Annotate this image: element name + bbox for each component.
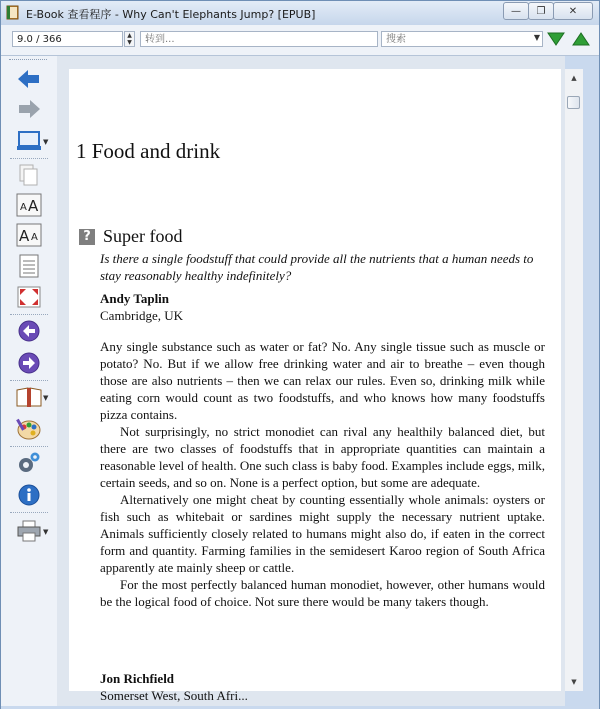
- author-location: Cambridge, UK: [100, 308, 184, 323]
- page-view-button[interactable]: [15, 253, 43, 279]
- close-button[interactable]: ✕: [553, 2, 593, 20]
- spin-up-icon[interactable]: ▲: [127, 32, 132, 39]
- copy-page-icon: [19, 164, 39, 186]
- font-decrease-icon: [16, 223, 42, 247]
- find-previous-icon[interactable]: [573, 33, 589, 45]
- fullscreen-icon: [17, 286, 41, 308]
- sidebar-separator: [10, 314, 48, 315]
- author-name: Andy Taplin: [100, 291, 170, 306]
- info-icon: [18, 484, 40, 506]
- section-title: Super food: [103, 226, 183, 246]
- sidebar-toolbar: [1, 56, 57, 706]
- previous-chapter-icon: [18, 320, 40, 342]
- sidebar-separator: [10, 158, 48, 159]
- info-button[interactable]: [15, 482, 43, 508]
- author-name: Jon Richfield: [100, 671, 175, 686]
- window-controls: [504, 2, 593, 20]
- print-icon: [17, 520, 41, 542]
- font-increase-button[interactable]: [15, 192, 43, 218]
- next-chapter-button[interactable]: [15, 350, 43, 376]
- svg-text:A: A: [19, 227, 30, 245]
- settings-button[interactable]: [15, 450, 43, 476]
- font-increase-icon: [16, 193, 42, 217]
- table-of-contents-icon: [16, 386, 42, 408]
- forward-arrow-icon: [18, 100, 40, 118]
- print-dropdown-icon[interactable]: ▼: [43, 528, 49, 536]
- search-input[interactable]: [382, 33, 542, 47]
- copy-page-button[interactable]: [15, 162, 43, 188]
- back-button[interactable]: [15, 66, 43, 92]
- spin-down-icon[interactable]: ▼: [127, 39, 132, 46]
- page-indicator-field[interactable]: 9.0 / 366: [12, 31, 123, 47]
- ebook-app-icon: [6, 5, 20, 20]
- author-location-cut-off: Somerset West, South Afri...: [100, 688, 248, 703]
- chapter-heading: 1 Food and drink: [76, 139, 221, 163]
- scroll-up-icon[interactable]: ▲: [571, 74, 577, 82]
- sidebar-separator: [10, 446, 48, 447]
- minimize-button[interactable]: —: [503, 2, 529, 20]
- toc-dropdown-icon[interactable]: ▼: [43, 394, 49, 402]
- paragraph: Any single substance such as water or fat? No. Any single tissue such as muscle or potato? No. But if we allow free drinking water and air to breathe – even though those are also nutrients – then we can relax our rules. Even so, drinking milk while eating corn would count as two foodstuffs, and who knows how many foodstuffs pizza contains.: [100, 339, 545, 422]
- page-layout-dropdown-icon[interactable]: ▼: [43, 138, 49, 146]
- next-chapter-icon: [18, 352, 40, 374]
- page-layout-button[interactable]: [15, 128, 43, 154]
- search-field[interactable]: [381, 31, 543, 47]
- book-page: [69, 69, 561, 703]
- scroll-down-icon[interactable]: ▼: [571, 678, 577, 686]
- top-toolbar: [1, 25, 599, 56]
- color-theme-icon: [16, 417, 42, 441]
- goto-input[interactable]: [141, 33, 373, 47]
- forward-button[interactable]: [15, 96, 43, 122]
- paragraph: Alternatively one might cheat by counting essentially whole animals: oysters or fish such as whitebait or sardines might supply the necessary nutrient uptake. Animals sufficiently closely related to humans might also do, if eaten in the correct form and quantity. Farming families in the semidesert Karoo region of South Africa apparently ate mainly sheep or cattle.: [100, 492, 545, 575]
- section-heading: [79, 226, 183, 247]
- page-spinner[interactable]: [124, 31, 135, 47]
- scroll-thumb[interactable]: [567, 96, 580, 109]
- goto-field[interactable]: [140, 31, 378, 47]
- page-layout-icon: [17, 130, 41, 152]
- question-text: Is there a single foodstuff that could provide all the nutrients that a human needs to stay reasonably healthy indefinitely?: [100, 251, 534, 283]
- window-title: E-Book 查看程序 - Why Can't Elephants Jump? [EPUB]: [26, 8, 316, 21]
- table-of-contents-button[interactable]: [15, 384, 43, 410]
- paragraph: For the most perfectly balanced human monodiet, however, other humans would be the logical food of choice. Not sure there would be many takers though.: [100, 577, 545, 609]
- color-theme-button[interactable]: [15, 416, 43, 442]
- paragraph: Not surprisingly, no strict monodiet can rival any healthily balanced diet, but there are two classes of foodstuffs that in appropriate quantities can maintain a reasonable level of health. One such class is baby food. Examples include eggs, milk, certain seeds, and so on. None is a perfect option, but some are adequate.: [100, 424, 545, 490]
- sidebar-grip[interactable]: [9, 59, 47, 62]
- font-decrease-button[interactable]: [15, 222, 43, 248]
- previous-chapter-button[interactable]: [15, 318, 43, 344]
- fullscreen-button[interactable]: [15, 284, 43, 310]
- settings-icon: [17, 451, 41, 475]
- search-dropdown-icon[interactable]: ▼: [533, 33, 540, 42]
- svg-text:A: A: [31, 232, 38, 243]
- print-button[interactable]: [15, 518, 43, 544]
- question-mark-icon: ?: [79, 229, 95, 245]
- restore-button[interactable]: ❐: [528, 2, 554, 20]
- answer-body: [100, 338, 545, 610]
- find-next-icon[interactable]: [548, 33, 564, 45]
- back-arrow-icon: [18, 70, 40, 88]
- title-bar: [1, 1, 599, 25]
- svg-text:A: A: [28, 197, 39, 215]
- svg-text:A: A: [20, 202, 27, 213]
- vertical-scrollbar[interactable]: [565, 69, 583, 691]
- page-view-icon: [19, 254, 39, 278]
- sidebar-separator: [10, 512, 48, 513]
- sidebar-separator: [10, 380, 48, 381]
